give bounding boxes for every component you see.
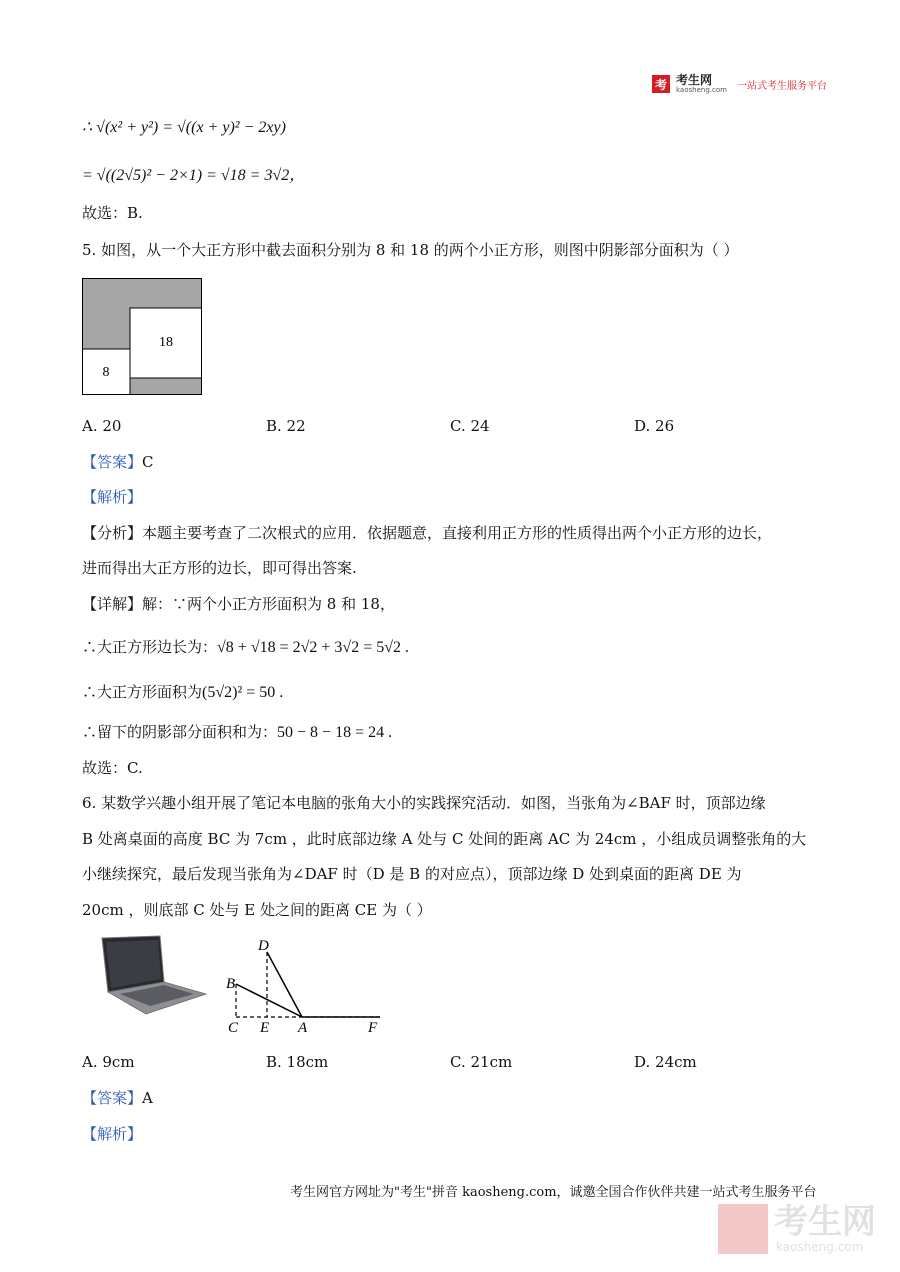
answer-tag: 【答案】 <box>82 1089 143 1107</box>
watermark-domain: kaosheng.com <box>776 1240 864 1254</box>
q5-detail-line1 <box>82 594 395 614</box>
header-logo <box>652 74 827 94</box>
line-ad <box>267 952 302 1017</box>
q6-answer <box>82 1088 153 1108</box>
q5-option-d[interactable]: D. 26 <box>634 417 675 435</box>
q5-detail-line3 <box>82 682 283 703</box>
q6-line4: 20cm ，则底部 C 处与 E 处之间的距离 CE 为（ ） <box>82 901 432 919</box>
fenxi-tag: 【分析】 <box>82 524 143 542</box>
logo-slogan: 一站式考生服务平台 <box>736 80 827 92</box>
label-a: A <box>298 1020 308 1034</box>
q6-option-b[interactable]: B. 18cm <box>266 1053 329 1071</box>
q5-figure <box>82 278 204 396</box>
q5-fenxi-line2: 进而得出大正方形的边长，即可得出答案. <box>82 559 357 577</box>
fenxi-text1: 本题主要考查了二次根式的应用．依据题意，直接利用正方形的性质得出两个小正方形的边长， <box>142 524 773 542</box>
q5-option-b[interactable]: B. 22 <box>266 417 306 435</box>
label-b: B <box>226 976 236 992</box>
laptop-photo <box>98 934 210 1018</box>
watermark-logo-icon <box>718 1204 768 1254</box>
watermark-wordmark <box>768 1204 876 1254</box>
prev-solution-line2: = √((2√5)² − 2×1) = √18 = 3√2， <box>82 167 306 184</box>
label-d: D <box>258 938 269 954</box>
detail2-text: ∴大正方形边长为： <box>82 638 218 656</box>
label-18: 18 <box>159 335 173 350</box>
footer-text: 考生网官方网址为"考生"拼音 kaosheng.com，诚邀全国合作伙伴共建一站式考生服务平台 <box>290 1185 817 1200</box>
q5-analysis-tag: 【解析】 <box>82 488 143 506</box>
q6-line3: 小继续探究，最后发现当张角为∠DAF 时（D 是 B 的对应点），顶部边缘 D 处到桌面的距离 DE 为 <box>82 865 742 883</box>
detail3-text: ∴大正方形面积为 <box>82 683 203 701</box>
answer-tag: 【答案】 <box>82 453 143 471</box>
prev-solution-choice: 故选：B. <box>82 204 143 222</box>
detail3-math: (5√2)² = 50 . <box>202 684 284 701</box>
label-f: F <box>368 1020 378 1034</box>
detail2-math: √8 + √18 = 2√2 + 3√2 = 5√2 . <box>217 639 410 656</box>
q5-detail-line2 <box>82 637 409 658</box>
q6-option-a[interactable]: A. 9cm <box>82 1053 135 1071</box>
label-e: E <box>260 1020 270 1034</box>
logo-domain: kaosheng.com <box>676 86 727 94</box>
answer-value: C <box>142 453 154 471</box>
label-8: 8 <box>102 365 110 380</box>
watermark <box>718 1204 876 1254</box>
q5-option-c[interactable]: C. 24 <box>450 417 490 435</box>
prev-solution-line1: ∴ √(x² + y²) = √((x + y)² − 2xy) <box>82 119 286 136</box>
logo-icon: 考 <box>652 75 670 93</box>
q5-stem: 5. 如图，从一个大正方形中截去面积分别为 8 和 18 的两个小正方形，则图中阴影部分面积为（ ） <box>82 241 739 259</box>
detail4-math: 50 − 8 − 18 = 24 . <box>277 724 393 741</box>
q6-analysis-tag: 【解析】 <box>82 1125 143 1143</box>
q6-option-c[interactable]: C. 21cm <box>450 1053 513 1071</box>
detail-text1: 解：∵两个小正方形面积为 8 和 18， <box>142 595 395 613</box>
q6-figure <box>220 934 390 1034</box>
detail4-text: ∴留下的阴影部分面积和为： <box>82 723 278 741</box>
q6-option-d[interactable]: D. 24cm <box>634 1053 697 1071</box>
detail-tag: 【详解】 <box>82 595 143 613</box>
label-c: C <box>228 1020 239 1034</box>
q5-answer <box>82 452 154 472</box>
q5-choice: 故选：C. <box>82 759 143 777</box>
q5-detail-line4 <box>82 722 392 743</box>
q6-line2: B 处离桌面的高度 BC 为 7cm ，此时底部边缘 A 处与 C 处间的距离 AC 为 24cm ，小组成员调整张角的大 <box>82 830 807 848</box>
q5-option-a[interactable]: A. 20 <box>82 417 122 435</box>
logo-wordmark <box>676 74 727 94</box>
line-ab <box>236 984 302 1017</box>
q6-line1: 6. 某数学兴趣小组开展了笔记本电脑的张角大小的实践探究活动．如图，当张角为∠BAF 时，顶部边缘 <box>82 794 766 812</box>
logo-name: 考生网 <box>676 73 713 87</box>
q5-fenxi-line1 <box>82 523 772 543</box>
watermark-name: 考生网 <box>774 1202 876 1242</box>
answer-value: A <box>142 1089 153 1107</box>
